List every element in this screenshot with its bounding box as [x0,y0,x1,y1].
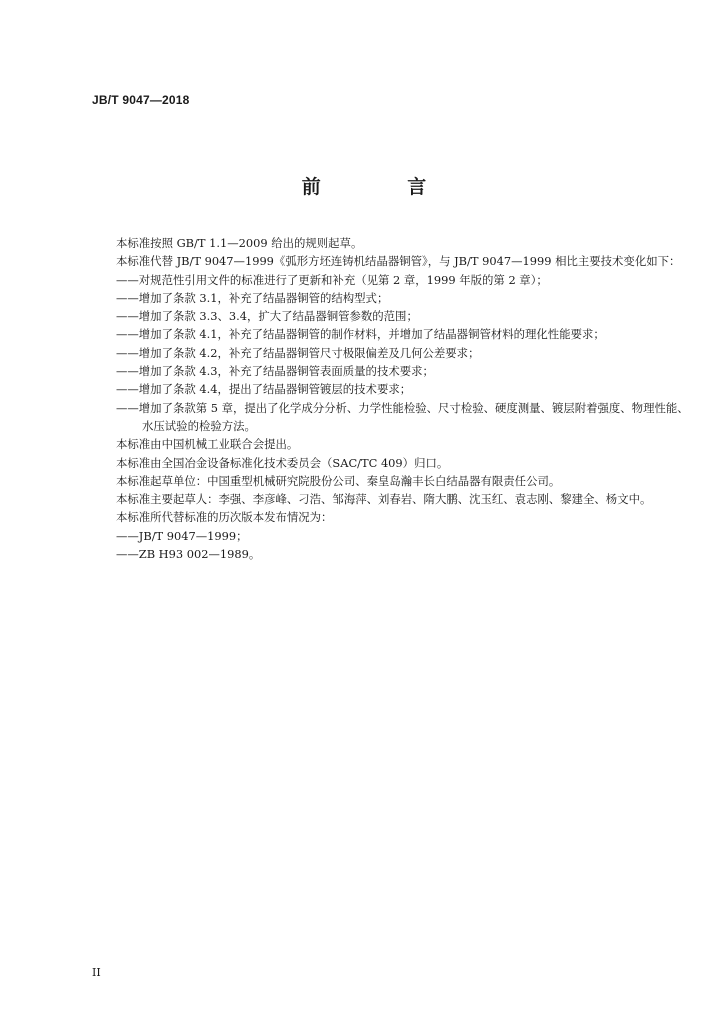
paragraph-drafting-rules: 本标准按照 GB/T 1.1—2009 给出的规则起草。 [116,236,363,250]
change-item-5: ——增加了条款 4.2，补充了结晶器铜管尺寸极限偏差及几何公差要求； [116,345,480,360]
paragraph-under-jurisdiction: 本标准由全国冶金设备标准化技术委员会（SAC/TC 409）归口。 [116,455,449,470]
foreword-body [94,234,690,563]
change-item-7: ——增加了条款 4.4，提出了结晶器铜管镀层的技术要求； [116,382,412,397]
previous-edition-2: ——ZB H93 002—1989。 [116,547,261,562]
change-item-3: ——增加了条款 3.3、3.4，扩大了结晶器铜管参数的范围； [116,309,418,324]
previous-edition-1: ——JB/T 9047—1999； [116,528,248,543]
paragraph-previous-editions: 本标准所代替标准的历次版本发布情况为： [116,510,333,525]
change-item-2: ——增加了条款 3.1，补充了结晶器铜管的结构型式； [116,290,389,305]
change-item-6: ——增加了条款 4.3，补充了结晶器铜管表面质量的技术要求； [116,364,434,379]
paragraph-drafters: 本标准主要起草人：李强、李彦峰、刁浩、邹海萍、刘春岩、隋大鹏、沈玉红、袁志刚、黎建全、杨文中。 [116,492,652,507]
page-number: II [92,966,101,979]
paragraph-drafting-units: 本标准起草单位：中国重型机械研究院股份公司、秦皇岛瀚丰长白结晶器有限责任公司。 [116,473,561,488]
change-item-1: ——对规范性引用文件的标准进行了更新和补充（见第 2 章，1999 年版的第 2 章）； [116,272,548,287]
change-item-4: ——增加了条款 4.1，补充了结晶器铜管的制作材料，并增加了结晶器铜管材料的理化性能要求； [116,327,605,342]
page-title: 前 言 [301,176,467,198]
paragraph-proposed-by: 本标准由中国机械工业联合会提出。 [116,437,299,452]
change-item-8: ——增加了条款第 5 章，提出了化学成分分析、力学性能检验、尺寸检验、硬度测量、镀层附着强度、物理性能、水压试验的检验方法。 [116,400,689,433]
standard-code-header: JB/T 9047—2018 [92,93,190,107]
paragraph-replacement: 本标准代替 JB/T 9047—1999《弧形方坯连铸机结晶器铜管》，与 JB/T 9047—1999 相比主要技术变化如下： [116,254,681,269]
